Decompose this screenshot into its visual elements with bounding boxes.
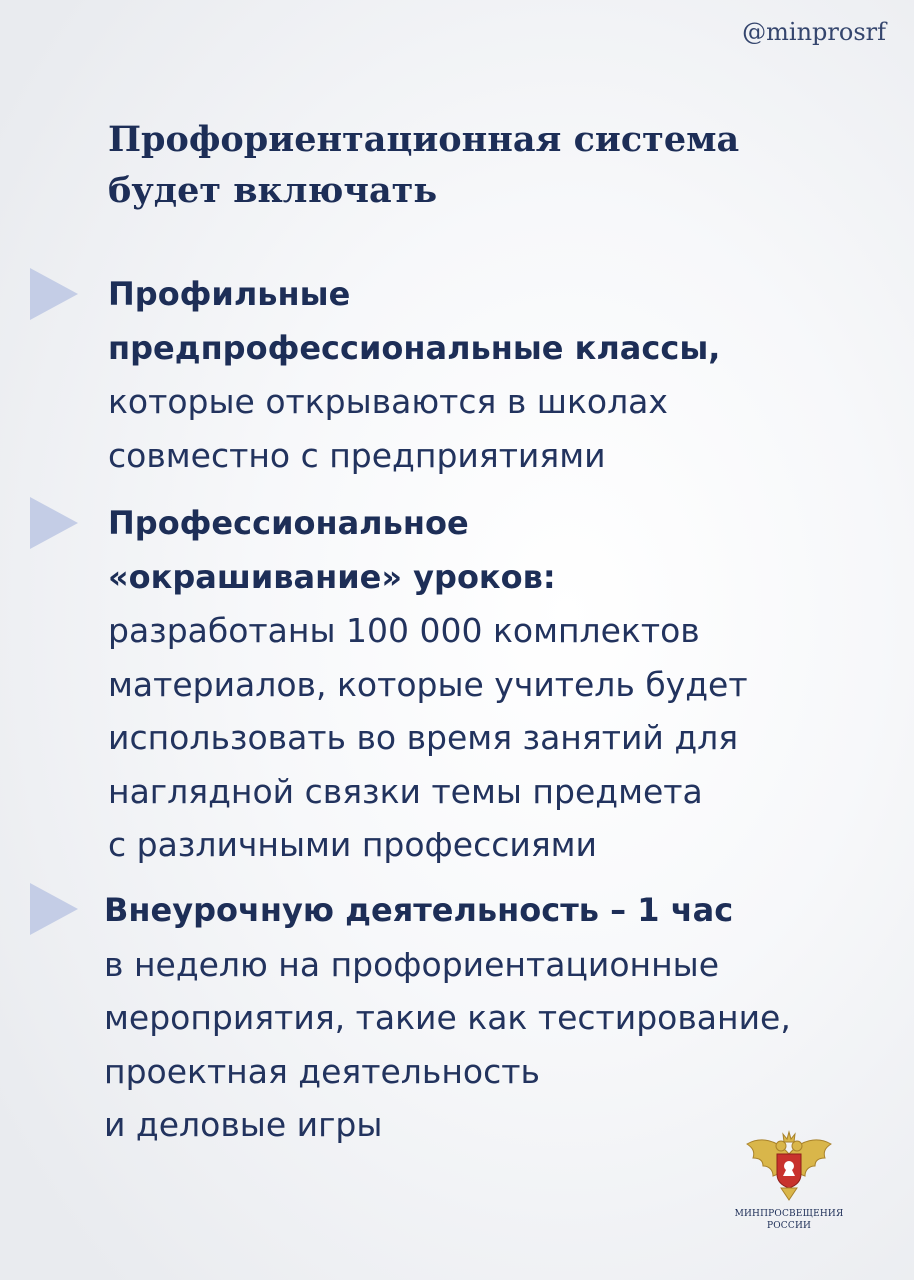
- item-description: использовать во время занятий для: [108, 718, 739, 757]
- coat-of-arms-icon: [743, 1130, 835, 1202]
- handle: @minprosrf: [742, 18, 886, 46]
- item-text: [108, 497, 898, 872]
- item-description: разработаны 100 000 комплектов: [108, 611, 700, 650]
- item-description: мероприятия, такие как тестирование,: [104, 998, 791, 1037]
- item-heading: предпрофессиональные классы,: [108, 328, 721, 367]
- ministry-logo: [730, 1130, 848, 1232]
- item-description: совместно с предприятиями: [108, 435, 606, 475]
- item-heading: «окрашивание» уроков:: [108, 557, 556, 596]
- page-title: [108, 114, 868, 216]
- item-description: с различными профессиями: [108, 825, 598, 864]
- item-heading: Профессиональное: [108, 504, 469, 542]
- logo-caption-line: МИНПРОСВЕЩЕНИЯ: [734, 1209, 844, 1219]
- item-text: [108, 268, 898, 482]
- item-heading: Внеурочную деятельность – 1 час: [104, 891, 734, 929]
- arrow-right-icon: [30, 268, 78, 320]
- item-description: в неделю на профориентационные: [104, 944, 720, 984]
- logo-caption: [730, 1208, 848, 1232]
- title-line: будет включать: [108, 170, 438, 211]
- item-description: которые открываются в школах: [108, 382, 668, 421]
- item-description: материалов, которые учитель будет: [108, 664, 748, 704]
- item-description: проектная деятельность: [104, 1051, 540, 1091]
- arrow-right-icon: [30, 883, 78, 935]
- item-description: и деловые игры: [104, 1105, 383, 1144]
- logo-caption-line: РОССИИ: [766, 1221, 812, 1231]
- item-description: наглядной связки темы предмета: [108, 771, 703, 811]
- item-heading: Профильные: [108, 275, 351, 313]
- title-line: Профориентационная система: [108, 119, 740, 160]
- item-text: [104, 884, 894, 1152]
- arrow-right-icon: [30, 497, 78, 549]
